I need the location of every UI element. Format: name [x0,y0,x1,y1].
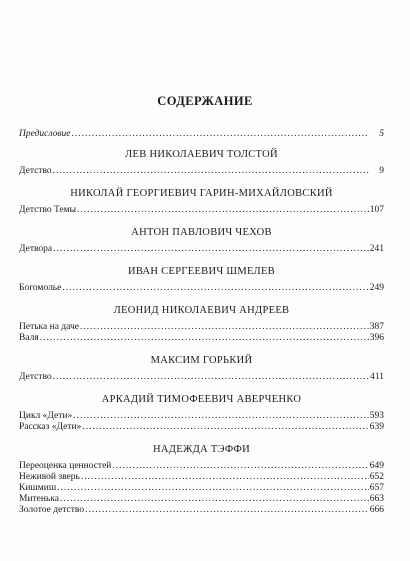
author-heading: АРКАДИЙ ТИМОФЕЕВИЧ АВЕРЧЕНКО [101,394,302,405]
entry-title: Переоценка ценностей [19,461,112,471]
dot-leader [53,372,369,383]
author-heading: ЛЕВ НИКОЛАЕВИЧ ТОЛСТОЙ [125,149,278,160]
table-of-contents [19,129,384,516]
entry-title: Неживой зверь [19,472,80,482]
entry-title: Кишмиш [19,483,57,493]
entry-title: Предисловие [19,129,71,139]
dot-leader [60,494,369,505]
toc-entry [19,494,384,505]
toc-entry [19,411,384,422]
entry-title: Валя [19,333,39,343]
toc-entry [19,472,384,483]
toc-entry [19,422,384,433]
entry-title: Детство [19,166,52,176]
entry-title: Детство [19,372,52,382]
dot-leader [40,333,369,344]
toc-entry [19,322,384,333]
dot-leader [57,483,369,494]
dot-leader [81,472,369,483]
entry-page: 652 [369,472,384,482]
toc-entry [19,461,384,472]
author-heading: ИВАН СЕРГЕЕВИЧ ШМЕЛЕВ [128,266,275,277]
dot-leader [71,129,369,140]
entry-page: 9 [379,166,384,176]
toc-entry-preface [19,129,384,140]
page-title: СОДЕРЖАНИЕ [157,94,253,108]
dot-leader [112,461,368,472]
toc-entry [19,483,384,494]
entry-page: 663 [369,494,384,504]
dot-leader [77,205,369,216]
dot-leader [53,166,369,177]
entry-page: 657 [369,483,384,493]
toc-entry [19,505,384,516]
entry-page: 107 [369,205,384,215]
entry-title: Золотое детство [19,505,85,515]
dot-leader [53,244,369,255]
entry-page: 387 [369,322,384,332]
entry-title: Рассказ «Дети» [19,422,82,432]
entry-page: 639 [369,422,384,432]
entry-title: Митенька [19,494,60,504]
entry-title: Петька на даче [19,322,79,332]
dot-leader [62,283,368,294]
entry-page: 396 [369,333,384,343]
toc-entry [19,372,384,383]
entry-page: 593 [369,411,384,421]
author-heading: АНТОН ПАВЛОВИЧ ЧЕХОВ [131,227,272,238]
entry-title: Цикл «Дети» [19,411,73,421]
entry-page: 411 [370,372,384,382]
dot-leader [85,505,369,516]
entry-page: 649 [369,461,384,471]
dot-leader [80,322,369,333]
entry-page: 241 [369,244,384,254]
entry-title: Детство Темы [19,205,77,215]
toc-entry [19,244,384,255]
toc-entry [19,283,384,294]
author-heading: ЛЕОНИД НИКОЛАЕВИЧ АНДРЕЕВ [113,305,290,316]
toc-entry [19,166,384,177]
dot-leader [73,411,369,422]
toc-entry [19,333,384,344]
toc-entry [19,205,384,216]
author-heading: НАДЕЖДА ТЭФФИ [153,444,250,455]
entry-title: Детвора [19,244,53,254]
dot-leader [82,422,368,433]
entry-page: 5 [379,129,384,139]
author-heading: НИКОЛАЙ ГЕОРГИЕВИЧ ГАРИН-МИХАЙЛОВСКИЙ [70,188,333,199]
author-heading: МАКСИМ ГОРЬКИЙ [150,355,253,366]
entry-page: 249 [369,283,384,293]
entry-page: 666 [369,505,384,515]
entry-title: Богомолье [19,283,62,293]
